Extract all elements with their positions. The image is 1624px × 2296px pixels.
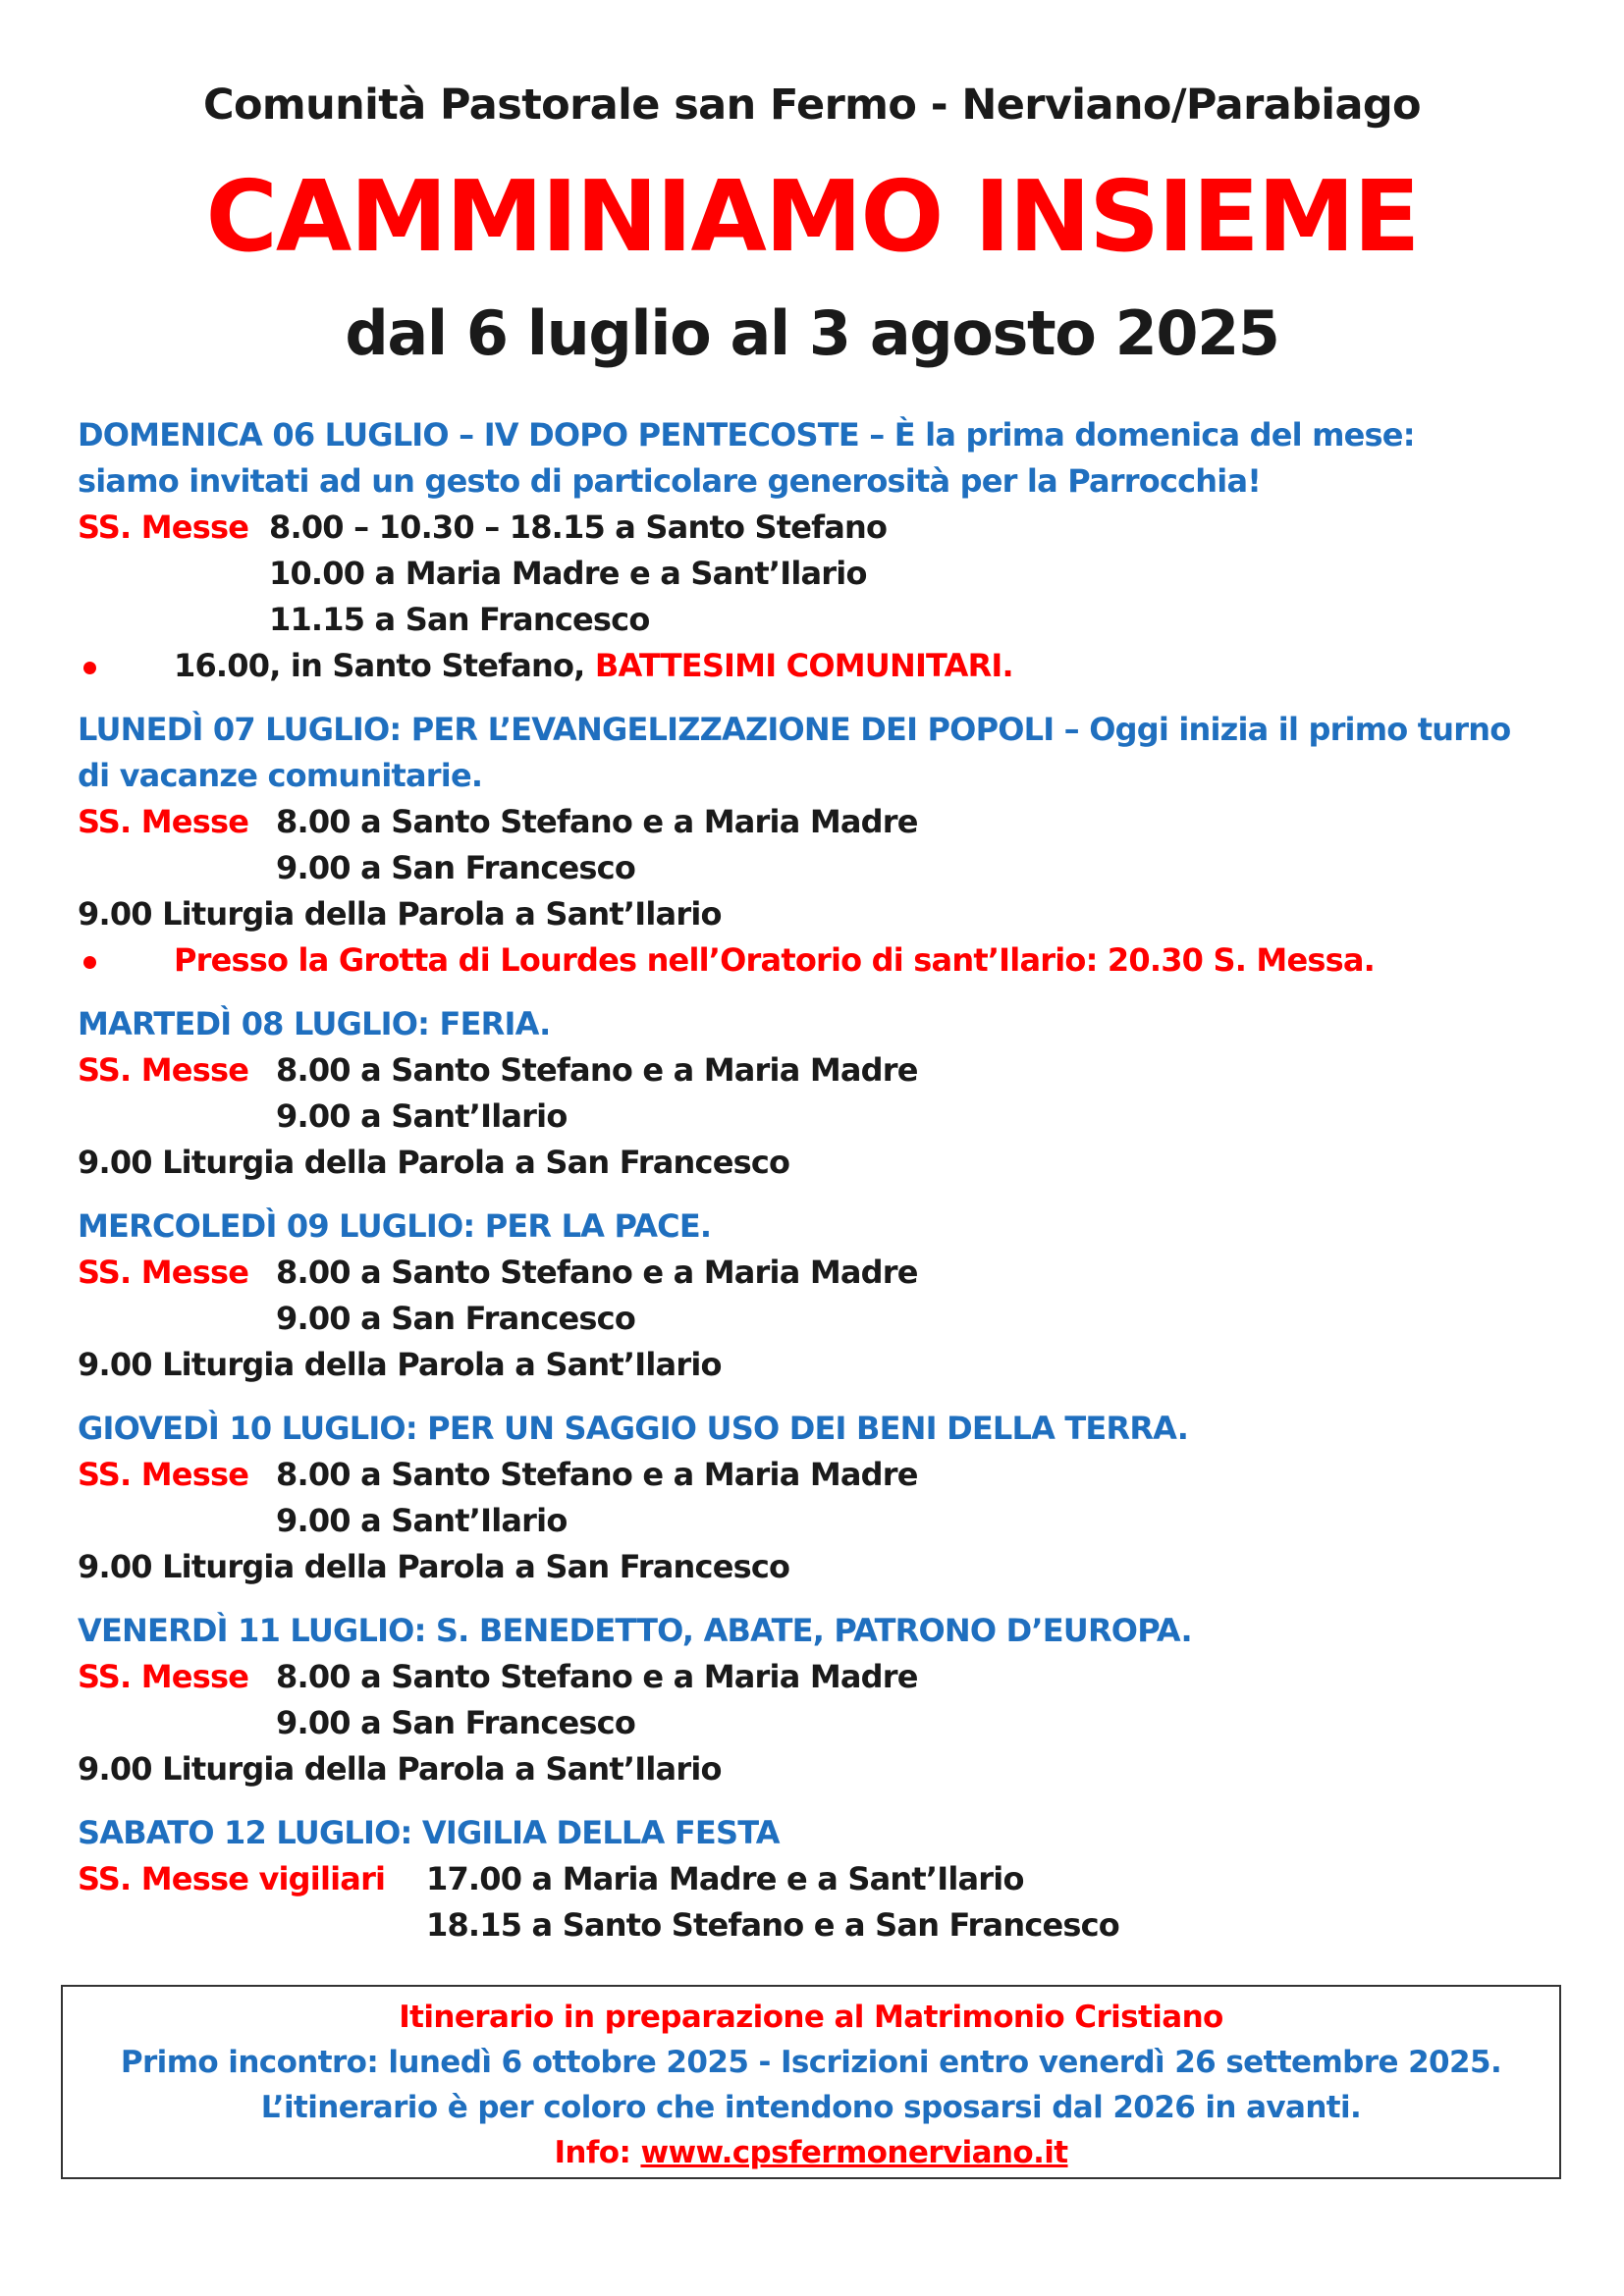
notice-info bbox=[63, 2130, 1559, 2175]
mass-time: 10.00 a Maria Madre e a Sant’Ilario bbox=[269, 555, 867, 592]
liturgy-line: 9.00 Liturgia della Parola a San Francesco bbox=[78, 1144, 790, 1181]
day-title: MARTEDÌ 08 LUGLIO: FERIA. bbox=[78, 1005, 551, 1042]
mass-row bbox=[78, 505, 1570, 551]
mass-row bbox=[78, 1654, 1570, 1700]
mass-label: SS. Messe bbox=[78, 1254, 249, 1291]
mass-time: 11.15 a San Francesco bbox=[269, 601, 650, 638]
mass-time: 9.00 a San Francesco bbox=[276, 1704, 636, 1741]
day-friday-11 bbox=[78, 1608, 1570, 1792]
mass-time: 9.00 a Sant’Ilario bbox=[276, 1502, 568, 1539]
mass-row bbox=[78, 799, 1570, 845]
day-title: VENERDÌ 11 LUGLIO: S. BENEDETTO, ABATE, PATRONO D’EUROPA. bbox=[78, 1612, 1192, 1649]
mass-row bbox=[78, 1250, 1570, 1296]
mass-time: 17.00 a Maria Madre e a Sant’Ilario bbox=[426, 1860, 1024, 1897]
day-title: GIOVEDÌ 10 LUGLIO: PER UN SAGGIO USO DEI BENI DELLA TERRA. bbox=[78, 1410, 1189, 1447]
liturgy-line: 9.00 Liturgia della Parola a Sant’Ilario bbox=[78, 1346, 722, 1383]
mass-time: 8.00 a Santo Stefano e a Maria Madre bbox=[276, 1658, 918, 1695]
bullet-dot-icon bbox=[83, 662, 96, 674]
day-sunday-06 bbox=[78, 412, 1570, 689]
website-link[interactable]: www.cpsfermonerviano.it bbox=[640, 2135, 1068, 2170]
liturgy-line: 9.00 Liturgia della Parola a San Francesco bbox=[78, 1548, 790, 1585]
liturgy-line: 9.00 Liturgia della Parola a Sant’Ilario bbox=[78, 895, 722, 933]
mass-time: 18.15 a Santo Stefano e a San Francesco bbox=[426, 1906, 1119, 1944]
mass-row bbox=[78, 1856, 1570, 1902]
mass-time: 9.00 a San Francesco bbox=[276, 849, 636, 886]
mass-time: 8.00 a Santo Stefano e a Maria Madre bbox=[276, 1456, 918, 1493]
day-title-continued: di vacanze comunitarie. bbox=[78, 757, 483, 794]
day-wednesday-09 bbox=[78, 1203, 1570, 1388]
day-saturday-12 bbox=[78, 1810, 1570, 1949]
mass-label: SS. Messe bbox=[78, 1051, 249, 1089]
day-title-continued: siamo invitati ad un gesto di particolare generosità per la Parrocchia! bbox=[78, 462, 1262, 500]
mass-label: SS. Messe bbox=[78, 1456, 249, 1493]
day-thursday-10 bbox=[78, 1406, 1570, 1590]
mass-label: SS. Messe bbox=[78, 1658, 249, 1695]
bullet-highlight: BATTESIMI COMUNITARI. bbox=[594, 647, 1013, 684]
mass-row bbox=[78, 1452, 1570, 1498]
day-title: LUNEDÌ 07 LUGLIO: PER L’EVANGELIZZAZIONE DEI POPOLI – Oggi inizia il primo turno bbox=[78, 711, 1511, 748]
bullet-text: 16.00, in Santo Stefano, bbox=[174, 647, 595, 684]
day-title: DOMENICA 06 LUGLIO – IV DOPO PENTECOSTE – È la prima domenica del mese: bbox=[78, 416, 1415, 454]
notice-first-meeting: Primo incontro: lunedì 6 ottobre 2025 - Iscrizioni entro venerdì 26 settembre 2025. bbox=[120, 2045, 1502, 2080]
mass-time: 9.00 a Sant’Ilario bbox=[276, 1097, 568, 1135]
mass-label: SS. Messe bbox=[78, 508, 249, 546]
bullet-item bbox=[78, 937, 1570, 984]
mass-label: SS. Messe bbox=[78, 803, 249, 840]
notice-title: Itinerario in preparazione al Matrimonio Cristiano bbox=[399, 2000, 1223, 2035]
date-range: dal 6 luglio al 3 agosto 2025 bbox=[345, 297, 1279, 369]
bullet-highlight: Presso la Grotta di Lourdes nell’Oratorio di sant’Ilario: 20.30 S. Messa. bbox=[174, 941, 1376, 979]
bullet-item bbox=[78, 643, 1570, 689]
mass-time: 9.00 a San Francesco bbox=[276, 1300, 636, 1337]
bulletin-title: CAMMINIAMO INSIEME bbox=[205, 159, 1419, 274]
mass-time: 8.00 a Santo Stefano e a Maria Madre bbox=[276, 1254, 918, 1291]
mass-time: 8.00 – 10.30 – 18.15 a Santo Stefano bbox=[269, 508, 888, 546]
community-name: Comunità Pastorale san Fermo - Nerviano/Parabiago bbox=[203, 80, 1421, 130]
schedule-list bbox=[78, 412, 1570, 1966]
liturgy-line: 9.00 Liturgia della Parola a Sant’Ilario bbox=[78, 1750, 722, 1788]
day-tuesday-08 bbox=[78, 1001, 1570, 1186]
day-title: SABATO 12 LUGLIO: VIGILIA DELLA FESTA bbox=[78, 1814, 780, 1851]
bullet-dot-icon bbox=[83, 956, 96, 969]
mass-row bbox=[78, 1047, 1570, 1094]
mass-time: 8.00 a Santo Stefano e a Maria Madre bbox=[276, 803, 918, 840]
marriage-course-notice bbox=[61, 1985, 1561, 2179]
day-monday-07 bbox=[78, 707, 1570, 984]
mass-time: 8.00 a Santo Stefano e a Maria Madre bbox=[276, 1051, 918, 1089]
info-label: Info: bbox=[554, 2135, 641, 2170]
notice-audience: L’itinerario è per coloro che intendono sposarsi dal 2026 in avanti. bbox=[260, 2090, 1362, 2125]
mass-label: SS. Messe vigiliari bbox=[78, 1860, 386, 1897]
day-title: MERCOLEDÌ 09 LUGLIO: PER LA PACE. bbox=[78, 1207, 712, 1245]
